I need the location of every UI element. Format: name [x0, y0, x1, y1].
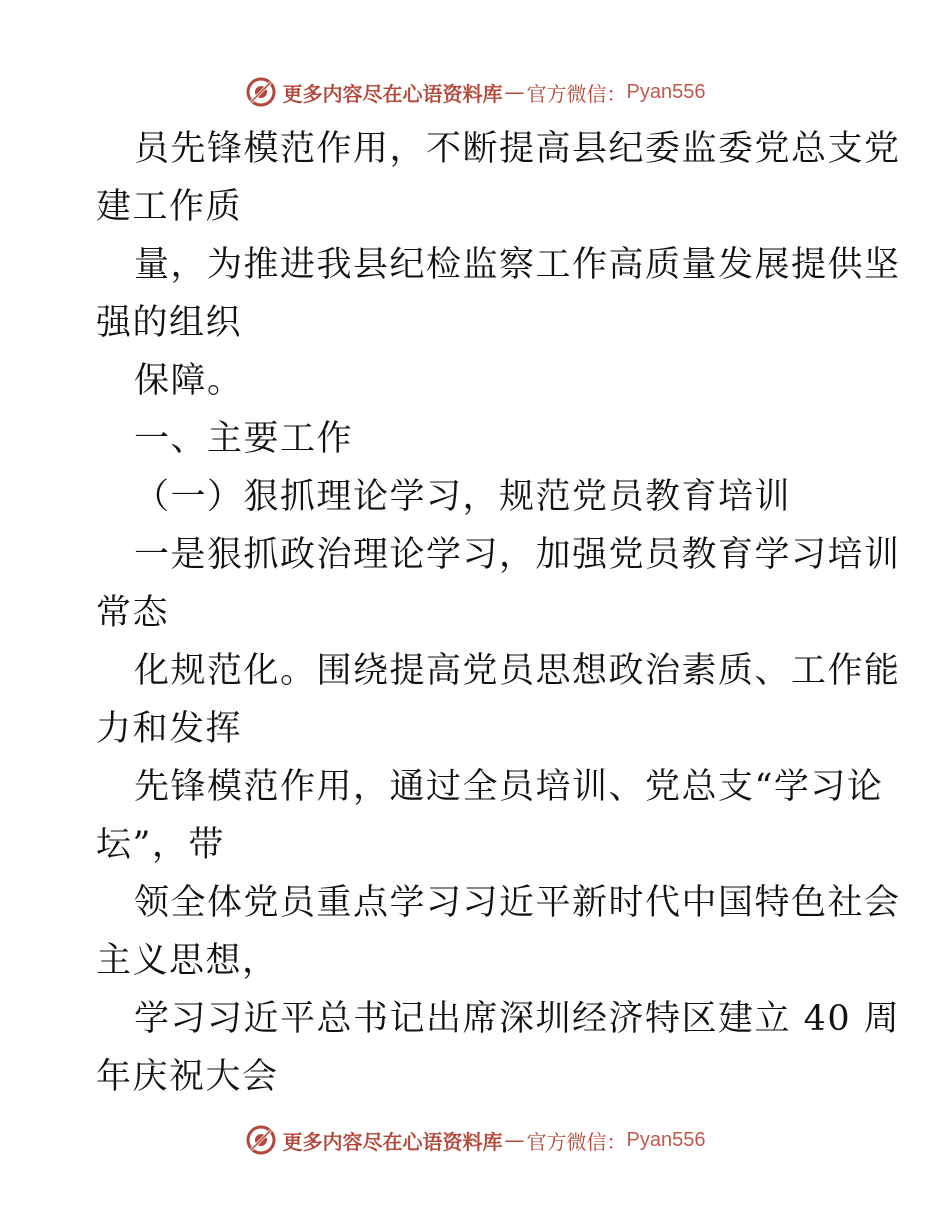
watermark-wechat-label: 官方微信： [526, 1129, 627, 1154]
text-line: 学习习近平总书记出席深圳经济特区建立 40 周 [134, 999, 901, 1039]
text-line: 常态 [96, 593, 170, 633]
subsection-heading: （一）狠抓理论学习，规范党员教育培训 [134, 477, 792, 517]
document-body [96, 120, 901, 1106]
watermark-main-text: 更多内容尽在心语资料库 [282, 1129, 503, 1154]
text-line: 保障。 [134, 361, 244, 401]
text-line: 一是狠抓政治理论学习，加强党员教育学习培训 [134, 535, 901, 575]
text-line: 强的组织 [96, 303, 243, 343]
footer-watermark [0, 1120, 950, 1160]
text-line: 力和发挥 [96, 709, 243, 749]
text-line: 先锋模范作用，通过全员培训、党总支“学习论 [134, 767, 884, 807]
text-line: 坛”，带 [96, 825, 225, 865]
text-line: 主义思想， [96, 941, 279, 981]
header-watermark [0, 72, 950, 112]
text-line: 员先锋模范作用，不断提高县纪委监委党总支党 [134, 129, 901, 169]
watermark-dash: — [504, 80, 525, 104]
text-line: 领全体党员重点学习习近平新时代中国特色社会 [134, 883, 901, 923]
watermark-dash: — [504, 1128, 525, 1152]
brand-logo-icon [245, 1124, 277, 1156]
brand-logo-icon [245, 76, 277, 108]
text-line: 量，为推进我县纪检监察工作高质量发展提供坚 [134, 245, 901, 285]
watermark-wechat-id: Pyan556 [626, 80, 706, 103]
text-line: 建工作质 [96, 187, 243, 227]
section-heading: 一、主要工作 [134, 419, 354, 459]
watermark-wechat-id: Pyan556 [626, 1128, 706, 1151]
text-line: 化规范化。围绕提高党员思想政治素质、工作能 [134, 651, 901, 691]
watermark-main-text: 更多内容尽在心语资料库 [282, 81, 503, 106]
watermark-wechat-label: 官方微信： [526, 81, 627, 106]
text-line: 年庆祝大会 [96, 1057, 279, 1097]
